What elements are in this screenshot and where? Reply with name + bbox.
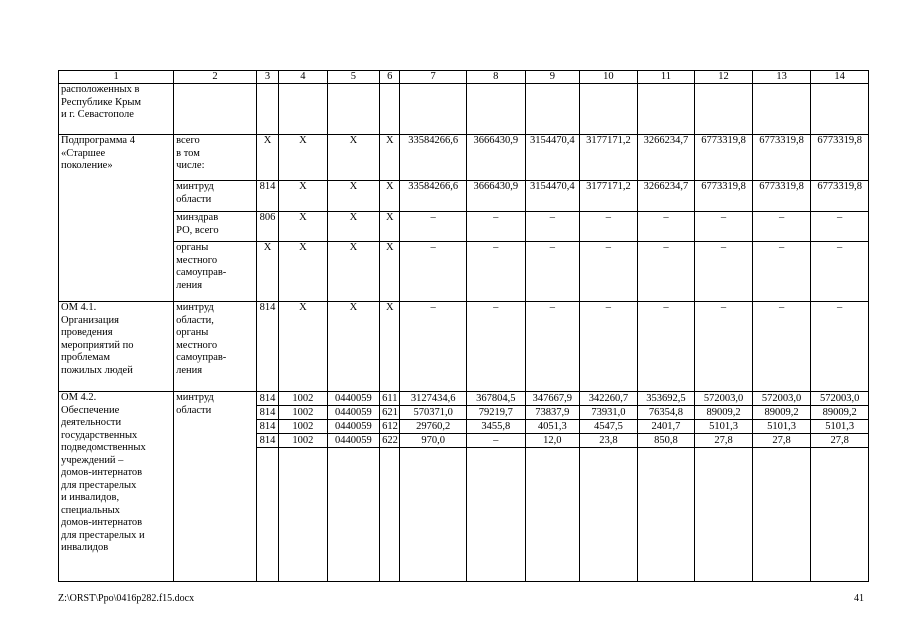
amount-cell-column [695,392,753,582]
code-cell: 0440059 [335,393,372,404]
column-number-8: 8 [466,71,525,84]
amount-cell: 4051,3 [526,419,580,433]
amount-cell: 29760,2 [400,419,466,433]
table-row [59,84,869,135]
amount-cell-column [400,392,467,582]
table-row [59,242,869,302]
code-cell: 1002 [279,405,326,419]
amount-cell: – [525,242,580,302]
measure-name-cell: ОМ 4.1. Организация проведения мероприятий по проблемам пожилых людей [59,302,174,392]
empty-cell [174,84,257,135]
amount-cell: 6773319,8 [695,181,753,212]
amount-cell: 572003,0 [703,393,744,404]
amount-cell: 79219,7 [467,405,525,419]
table-row [59,392,869,582]
amount-cell: 353692,5 [646,393,686,404]
column-number-1: 1 [59,71,174,84]
amount-cell: – [466,242,525,302]
column-number-4: 4 [279,71,327,84]
amount-cell: 572003,0 [761,393,802,404]
code-cell: 621 [382,407,398,418]
amount-cell: – [637,242,695,302]
code-cell: 0440059 [328,433,380,448]
amount-cell: – [580,212,638,242]
amount-cell-column [752,392,811,582]
amount-cell: 347667,9 [532,393,573,404]
column-number-9: 9 [525,71,580,84]
code-cell-column [279,392,327,582]
code-cell: Х [279,302,327,392]
code-cell: Х [380,242,400,302]
table-row [59,135,869,181]
amount-cell: – [637,302,695,392]
empty-cell [637,84,695,135]
amount-cell: – [400,212,467,242]
amount-cell: – [752,242,811,302]
amount-cell: – [752,302,811,392]
code-cell: Х [327,135,380,181]
program-name-cell: расположенных в Республике Крым и г. Севастополе [59,84,174,135]
code-cell: Х [380,212,400,242]
code-cell: Х [327,302,380,392]
amount-cell: 5101,3 [695,419,752,433]
executor-cell: минтруд области [174,392,257,582]
amount-cell: 3177171,2 [580,181,638,212]
code-cell: Х [380,135,400,181]
column-number-5: 5 [327,71,380,84]
column-number-2: 2 [174,71,257,84]
code-cell: 806 [256,212,278,242]
executor-cell: органы местного самоуправ- ления [174,242,257,302]
table-row [59,302,869,392]
empty-cell [279,84,327,135]
empty-cell [695,84,753,135]
amount-cell: 89009,2 [695,405,752,419]
amount-cell: 76354,8 [638,405,695,419]
code-cell-column [256,392,278,582]
column-number-7: 7 [400,71,467,84]
amount-cell: 4547,5 [580,419,637,433]
amount-cell: 27,8 [811,433,868,448]
amount-cell: 6773319,8 [811,135,869,181]
code-cell: 1002 [292,393,314,404]
executor-cell: минтруд области [174,181,257,212]
code-cell-column [380,392,400,582]
code-cell: 1002 [279,419,326,433]
empty-cell [580,84,638,135]
code-cell: Х [256,135,278,181]
amount-cell: 27,8 [753,433,811,448]
code-cell: Х [327,181,380,212]
code-cell: 0440059 [328,419,380,433]
column-number-3: 3 [256,71,278,84]
code-cell: 814 [257,419,278,433]
empty-cell [400,84,467,135]
code-cell: Х [327,242,380,302]
amount-cell-column [637,392,695,582]
amount-cell: 5101,3 [753,419,811,433]
amount-cell: – [695,212,753,242]
amount-cell: 970,0 [400,433,466,448]
empty-cell [380,84,400,135]
amount-cell: 89009,2 [753,405,811,419]
amount-cell: – [525,302,580,392]
code-cell: Х [256,242,278,302]
amount-cell: 3177171,2 [580,135,638,181]
column-number-14: 14 [811,71,869,84]
amount-cell: – [525,212,580,242]
amount-cell: 6773319,8 [695,135,753,181]
amount-cell: 850,8 [638,433,695,448]
executor-cell: минздрав РО, всего [174,212,257,242]
code-cell-column [327,392,380,582]
amount-cell: 3266234,7 [637,135,695,181]
page-number: 41 [854,593,864,604]
amount-cell: 73931,0 [580,405,637,419]
amount-cell: 2401,7 [638,419,695,433]
empty-cell [256,84,278,135]
amount-cell: 570371,0 [400,405,466,419]
amount-cell: – [580,302,638,392]
footer-file-path: Z:\ORST\Ppo\0416p282.f15.docx [58,593,195,604]
amount-cell: 27,8 [695,433,752,448]
amount-cell: 23,8 [580,433,637,448]
amount-cell: 6773319,8 [752,135,811,181]
column-number-6: 6 [380,71,400,84]
amount-cell: – [695,302,753,392]
executor-cell: минтруд области, органы местного самоуправ- ления [174,302,257,392]
program-name-cell: Подпрограмма 4 «Старшее поколение» [59,135,174,302]
empty-cell [466,84,525,135]
amount-cell: 3666430,9 [466,135,525,181]
empty-cell [752,84,811,135]
amount-cell: 6773319,8 [811,181,869,212]
amount-cell: 73837,9 [526,405,580,419]
amount-cell: – [811,242,869,302]
amount-cell-column [466,392,525,582]
amount-cell: 367804,5 [476,393,516,404]
code-cell: 814 [259,393,276,404]
amount-cell: 6773319,8 [752,181,811,212]
amount-cell: 33584266,6 [400,135,467,181]
amount-cell: – [467,433,525,448]
amount-cell: – [752,212,811,242]
measure-name-cell: ОМ 4.2. Обеспечение деятельности государственных подведомственных учреждений – домов-интернатов для престарелых и инвалидов, специальных домов-интернатов для престарелых и инвалидов [59,392,174,582]
executor-cell: всего в том числе: [174,135,257,181]
amount-cell: – [811,302,869,392]
code-cell: 814 [257,405,278,419]
amount-cell: – [811,212,869,242]
amount-cell-column [811,392,869,582]
code-cell: 1002 [279,433,326,448]
amount-cell: – [580,242,638,302]
code-cell: 814 [256,302,278,392]
amount-cell: 3154470,4 [525,135,580,181]
amount-cell: 5101,3 [811,419,868,433]
code-cell: 622 [382,435,398,446]
code-cell: Х [279,135,327,181]
empty-cell [525,84,580,135]
code-cell: 814 [257,433,278,448]
empty-cell [811,84,869,135]
amount-cell: – [637,212,695,242]
amount-cell: 89009,2 [811,405,868,419]
amount-cell: – [400,242,467,302]
code-cell: 814 [256,181,278,212]
amount-cell: – [400,302,467,392]
header-row [59,71,869,84]
column-number-11: 11 [637,71,695,84]
amount-cell: 572003,0 [819,393,860,404]
amount-cell: 12,0 [526,433,580,448]
amount-cell: 3666430,9 [466,181,525,212]
table-row [59,212,869,242]
amount-cell: – [466,302,525,392]
code-cell: Х [380,302,400,392]
code-cell: Х [380,181,400,212]
code-cell: 0440059 [328,405,380,419]
code-cell: 611 [382,393,398,404]
code-cell: 612 [382,421,398,432]
column-number-13: 13 [752,71,811,84]
column-number-12: 12 [695,71,753,84]
amount-cell: 33584266,6 [400,181,467,212]
amount-cell: – [466,212,525,242]
code-cell: Х [279,212,327,242]
code-cell: Х [327,212,380,242]
amount-cell: – [695,242,753,302]
amount-cell-column [580,392,638,582]
amount-cell: 3266234,7 [637,181,695,212]
code-cell: Х [279,242,327,302]
budget-table [58,70,869,582]
amount-cell-column [525,392,580,582]
table-row [59,181,869,212]
amount-cell: 3127434,6 [410,393,456,404]
column-number-10: 10 [580,71,638,84]
empty-cell [327,84,380,135]
amount-cell: 3455,8 [467,419,525,433]
amount-cell: 342260,7 [588,393,629,404]
amount-cell: 3154470,4 [525,181,580,212]
code-cell: Х [279,181,327,212]
